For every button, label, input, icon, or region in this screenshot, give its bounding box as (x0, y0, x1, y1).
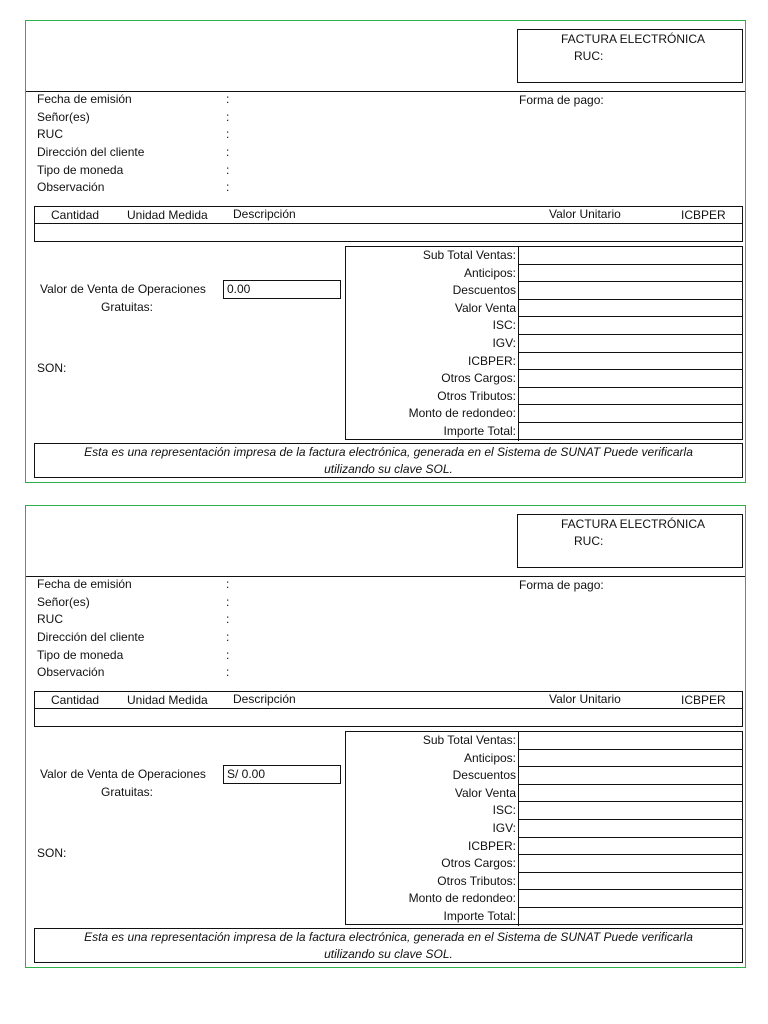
totals-value-cell (518, 247, 742, 265)
totals-label: Importe Total: (443, 909, 516, 923)
totals-label: Otros Cargos: (441, 856, 516, 871)
totals-label: IGV: (492, 336, 516, 350)
field-colon: : (226, 630, 230, 644)
field-label-fecha: Fecha de emisión (37, 92, 132, 106)
disclaimer-note (34, 443, 743, 478)
valor-venta-label-2: Gratuitas: (101, 785, 154, 799)
field-label-senor: Señor(es) (37, 110, 90, 124)
totals-value-cell (518, 335, 742, 353)
col-header-descripcion: Descripción (233, 207, 296, 221)
totals-row (346, 732, 741, 750)
field-label-direccion: Dirección del cliente (37, 630, 145, 644)
field-colon: : (226, 648, 230, 662)
field-colon: : (226, 577, 230, 591)
disclaimer-line-1: Esta es una representación impresa de la factura electrónica, generada en el Sistema de SUNAT Puede verificarla (84, 445, 693, 459)
totals-row (346, 282, 741, 300)
totals-table (345, 731, 743, 925)
totals-label: Valor Venta (454, 785, 516, 800)
totals-label: Anticipos: (463, 750, 516, 765)
totals-value-cell (518, 873, 742, 891)
totals-row (346, 370, 741, 388)
col-header-icbper: ICBPER (681, 693, 726, 707)
disclaimer-line-1: Esta es una representación impresa de la factura electrónica, generada en el Sistema de SUNAT Puede verificarla (84, 930, 693, 944)
son-label: SON: (37, 846, 67, 860)
table-header-divider (35, 708, 742, 709)
totals-value-cell (518, 265, 742, 283)
disclaimer-line-2: utilizando su clave SOL. (324, 462, 453, 476)
totals-row (346, 247, 741, 265)
col-header-valor-unitario: Valor Unitario (549, 692, 621, 706)
totals-row (346, 388, 741, 406)
totals-label: Otros Tributos: (437, 873, 516, 888)
invoice-title: FACTURA ELECTRÓNICA (561, 32, 706, 46)
col-header-unidad: Unidad Medida (127, 208, 208, 222)
field-colon: : (226, 163, 230, 177)
invoice-ruc-label: RUC: (574, 49, 604, 63)
totals-label: ISC: (492, 803, 516, 818)
totals-row (346, 265, 741, 283)
totals-label: Descuentos (452, 768, 516, 783)
totals-row (346, 838, 741, 856)
totals-row (346, 802, 741, 820)
disclaimer-note (34, 928, 743, 963)
totals-label: ICBPER: (467, 838, 516, 853)
totals-label: Anticipos: (463, 265, 516, 280)
totals-value-cell (518, 370, 742, 388)
totals-row (346, 353, 741, 371)
totals-value-cell (518, 282, 742, 300)
valor-venta-label: Valor de Venta de Operaciones (40, 282, 206, 296)
items-table (34, 206, 743, 242)
valor-venta-value: S/ 0.00 (223, 765, 341, 784)
field-colon: : (226, 110, 230, 124)
invoice-title-box (517, 29, 743, 83)
totals-row (346, 855, 741, 873)
col-header-cantidad: Cantidad (51, 693, 100, 707)
totals-value-cell (518, 908, 742, 926)
totals-label: Importe Total: (443, 424, 516, 438)
totals-label: Otros Cargos: (441, 371, 516, 386)
totals-value-cell (518, 802, 742, 820)
totals-value-cell (518, 785, 742, 803)
field-label-observacion: Observación (37, 665, 105, 679)
son-label: SON: (37, 361, 67, 375)
totals-row (346, 890, 741, 908)
totals-value-cell (518, 890, 742, 908)
totals-value-cell (518, 732, 742, 750)
field-label-ruc: RUC (37, 127, 63, 141)
valor-venta-label: Valor de Venta de Operaciones (40, 767, 206, 781)
totals-label: Monto de redondeo: (408, 891, 516, 906)
totals-label: Otros Tributos: (437, 388, 516, 403)
col-header-icbper: ICBPER (681, 208, 726, 222)
totals-value-cell (518, 317, 742, 335)
header-divider (26, 576, 745, 577)
totals-value-cell (518, 423, 742, 441)
col-header-descripcion: Descripción (233, 692, 296, 706)
forma-pago-label: Forma de pago: (519, 578, 604, 592)
totals-value-cell (518, 300, 742, 318)
invoice-1 (25, 20, 746, 483)
valor-venta-label-2: Gratuitas: (101, 300, 154, 314)
invoice-title-box (517, 514, 743, 568)
field-label-observacion: Observación (37, 180, 105, 194)
totals-label: Sub Total Ventas: (422, 248, 516, 262)
field-colon: : (226, 612, 230, 626)
totals-row (346, 873, 741, 891)
header-divider (26, 91, 745, 92)
totals-value-cell (518, 750, 742, 768)
field-colon: : (226, 145, 230, 159)
field-label-ruc: RUC (37, 612, 63, 626)
totals-row (346, 767, 741, 785)
totals-value-cell (518, 388, 742, 406)
table-header-divider (35, 223, 742, 224)
totals-value-cell (518, 855, 742, 873)
disclaimer-line-2: utilizando su clave SOL. (324, 947, 453, 961)
totals-table (345, 246, 743, 440)
field-label-moneda: Tipo de moneda (37, 163, 124, 177)
forma-pago-label: Forma de pago: (519, 93, 604, 107)
totals-label: IGV: (492, 821, 516, 835)
field-label-senor: Señor(es) (37, 595, 90, 609)
totals-row (346, 335, 741, 353)
field-colon: : (226, 92, 230, 106)
totals-label: ISC: (492, 318, 516, 333)
field-colon: : (226, 665, 230, 679)
field-colon: : (226, 595, 230, 609)
col-header-valor-unitario: Valor Unitario (549, 207, 621, 221)
field-label-fecha: Fecha de emisión (37, 577, 132, 591)
invoice-2 (25, 505, 746, 968)
totals-label: ICBPER: (467, 353, 516, 368)
items-table (34, 691, 743, 727)
totals-row (346, 750, 741, 768)
totals-row (346, 908, 741, 926)
totals-row (346, 785, 741, 803)
field-label-direccion: Dirección del cliente (37, 145, 145, 159)
totals-value-cell (518, 820, 742, 838)
totals-label: Monto de redondeo: (408, 406, 516, 421)
totals-row (346, 300, 741, 318)
invoice-title: FACTURA ELECTRÓNICA (561, 517, 706, 531)
field-colon: : (226, 127, 230, 141)
invoice-ruc-label: RUC: (574, 534, 604, 548)
totals-label: Sub Total Ventas: (422, 733, 516, 747)
col-header-cantidad: Cantidad (51, 208, 100, 222)
totals-value-cell (518, 353, 742, 371)
totals-value-cell (518, 838, 742, 856)
col-header-unidad: Unidad Medida (127, 693, 208, 707)
valor-venta-value: 0.00 (223, 280, 341, 299)
totals-value-cell (518, 767, 742, 785)
totals-label: Descuentos (452, 283, 516, 298)
totals-row (346, 405, 741, 423)
totals-value-cell (518, 405, 742, 423)
totals-row (346, 423, 741, 441)
totals-label: Valor Venta (454, 300, 516, 315)
field-label-moneda: Tipo de moneda (37, 648, 124, 662)
totals-row (346, 820, 741, 838)
field-colon: : (226, 180, 230, 194)
totals-row (346, 317, 741, 335)
